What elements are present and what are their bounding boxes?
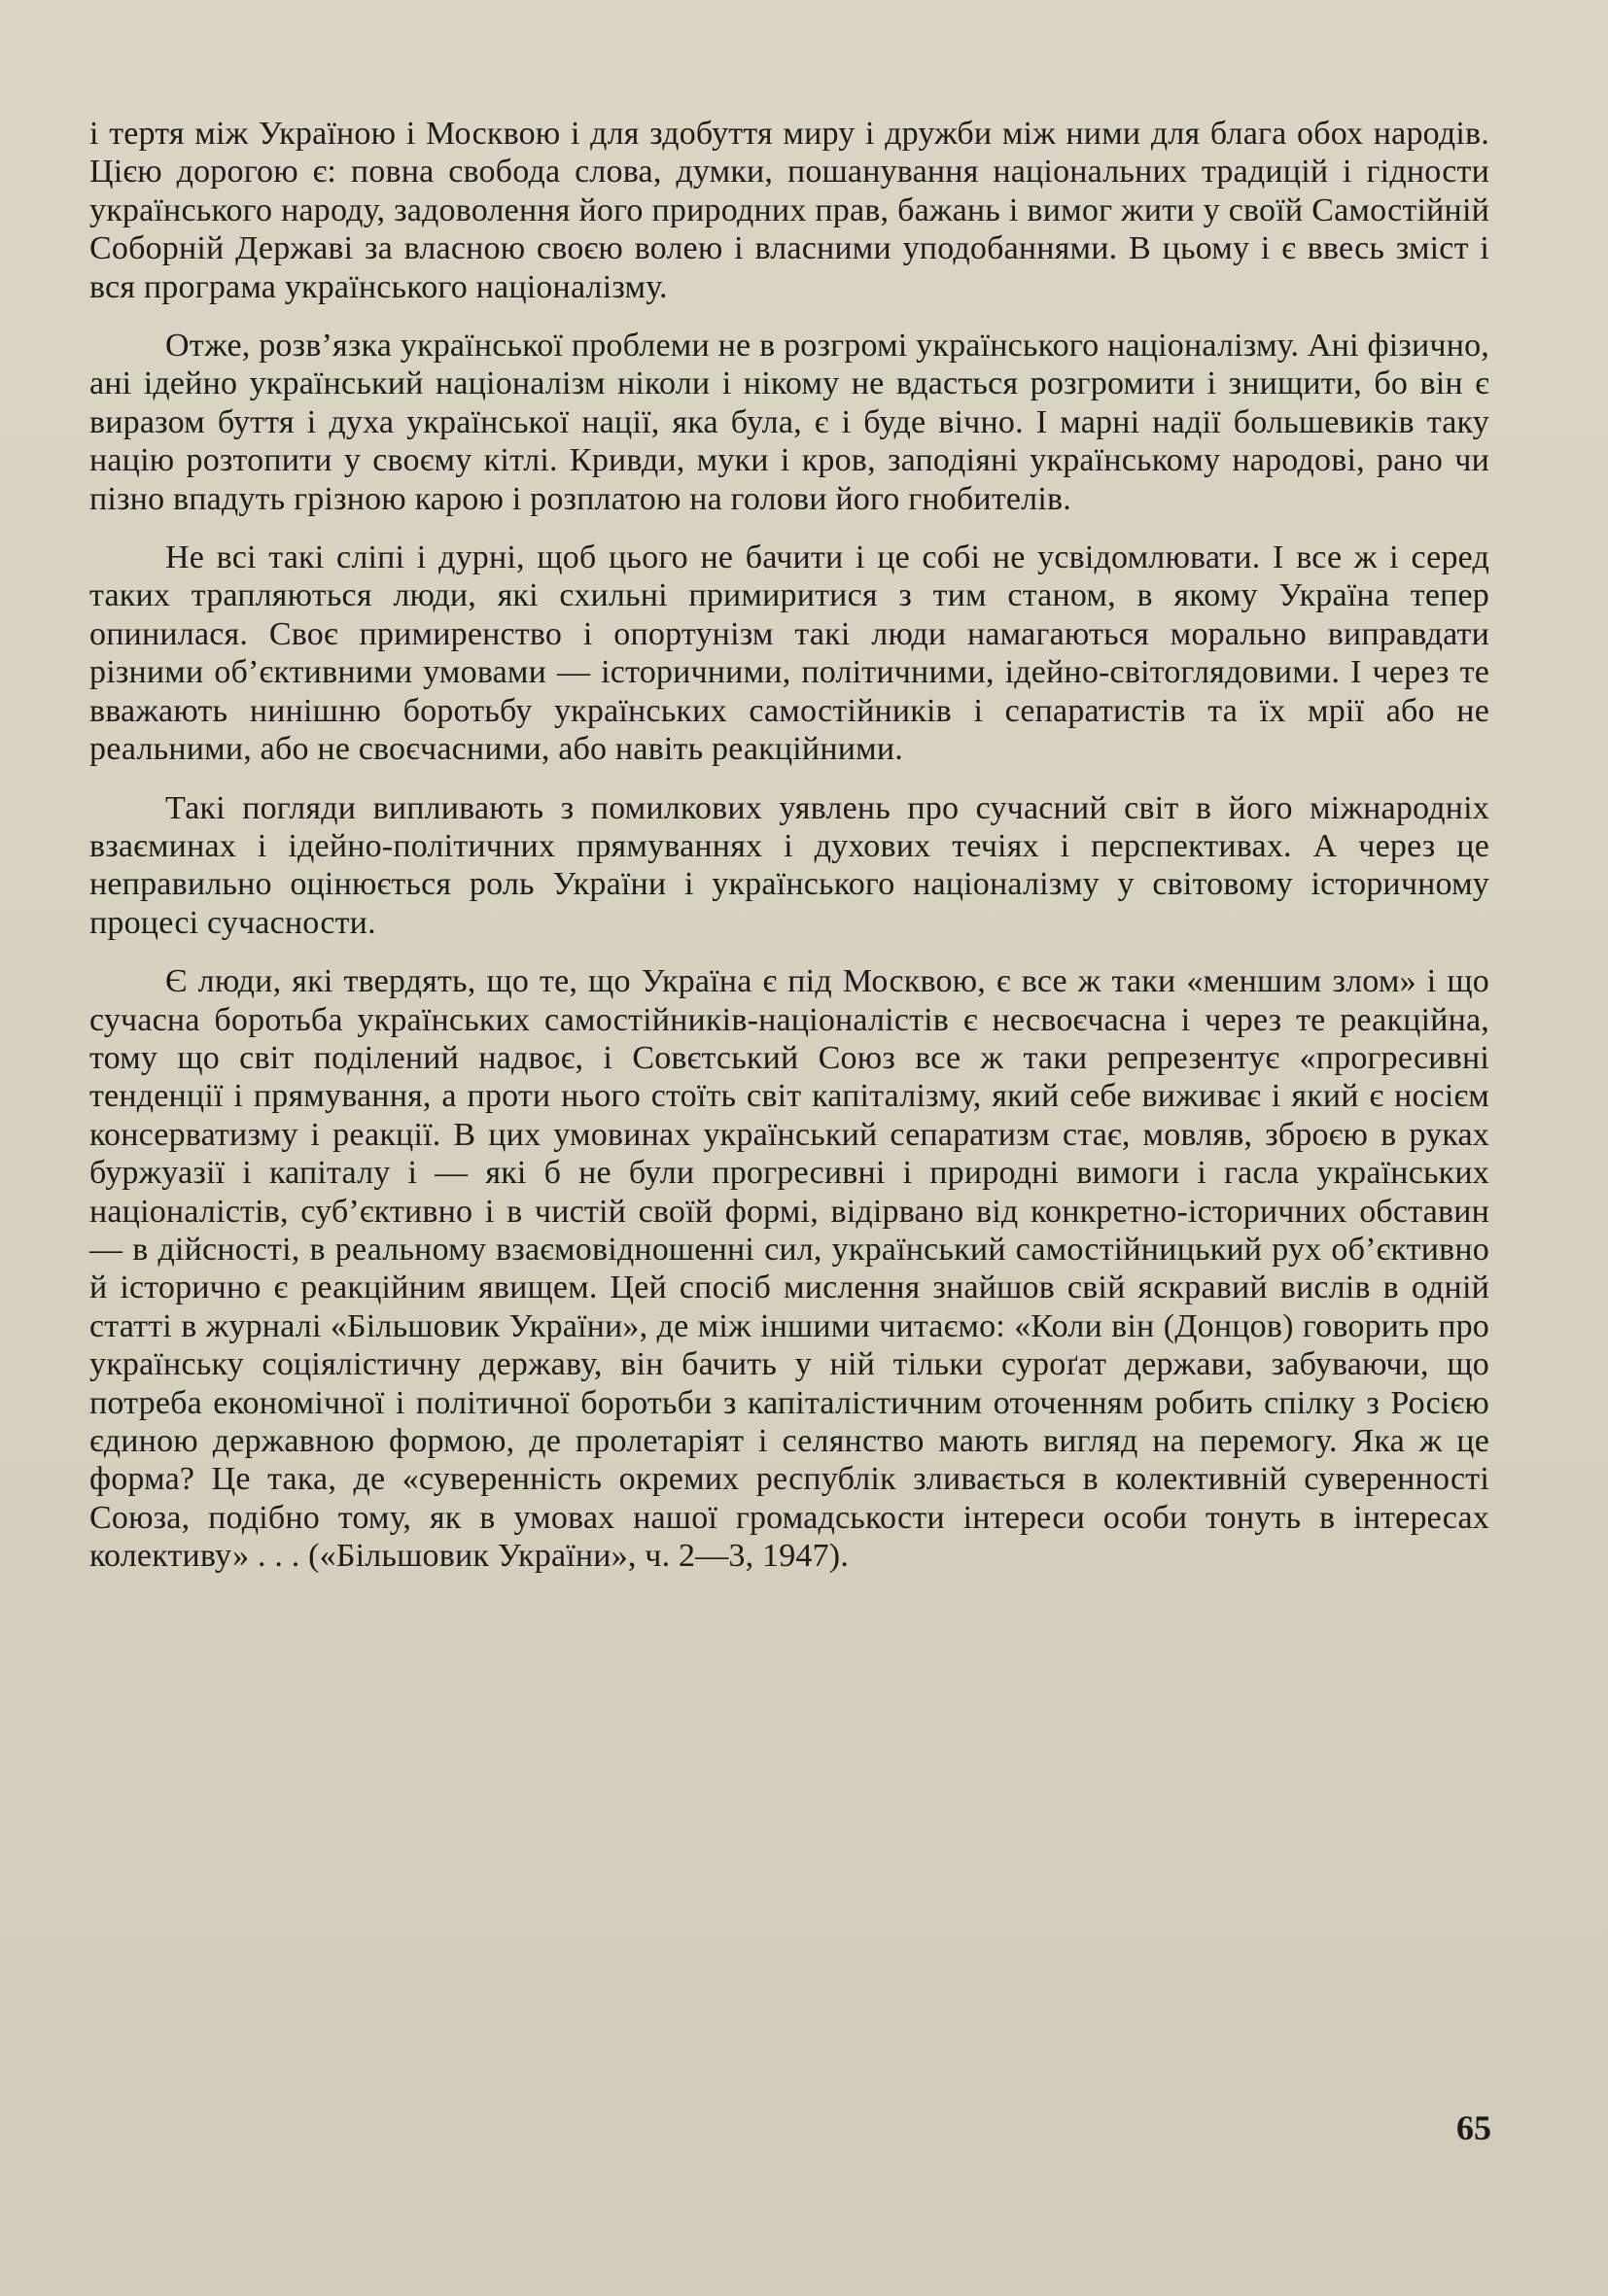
paragraph-continuation: і тертя між Україною і Москвою і для здобуття миру і дружби між ними для блага обох народів. Цією дорогою є: повна свобода слова, думки, пошанування національних традицій і гідности українського народу, задоволення його природних прав, бажань і вимог жити у своїй Самостійній Соборній Державі за власною своєю волею і власними уподобаннями. В цьому і є ввесь зміст і вся програма українського націоналізму. <box>89 116 1489 305</box>
paragraph-resolution: Отже, розв’язка української проблеми не в розгромі українського націоналізму. Ані фізично, ані ідейно український націоналізм ніколи і нікому не вдасться розгромити і знищити, бо він є виразом буття і духа української нації, яка була, є і буде вічно. І марні надії большевиків таку націю розтопити у своєму кітлі. Кривди, муки і кров, заподіяні українському народові, рано чи пізно впадуть грізною карою і розплатою на голови його гнобителів. <box>89 328 1489 517</box>
paragraph-lesser-evil: Є люди, які твердять, що те, що Україна є під Москвою, є все ж таки «меншим злом» і що сучасна боротьба українських самостійників-націоналістів є несвоєчасна і через те реакційна, тому що світ поділений надвоє, і Совєтський Союз все ж таки репрезентує «прогресивні тенденції і прямування, а проти нього стоїть світ капіталізму, який себе виживає і який є носієм консерватизму і реакції. В цих умовинах український сепаратизм стає, мовляв, зброєю в руках буржуазії і капіталу і — які б не були прогресивні і природні вимоги і гасла українських націоналістів, суб’єктивно і в чистій своїй формі, відірвано від конкретно-історичних обставин — в дійсності, в реальному взаємовідношенні сил, український самостійницький рух об’єктивно й історично є реакційним явищем. Цей спосіб мислення знайшов свій яскравий вислів в одній статті в журналі «Більшовик України», де між іншими читаємо: «Коли він (Донцов) говорить про українську соціялістичну державу, він бачить у ній тільки суроґат держави, забуваючи, що потреба економічної і політичної боротьби з капіталістичним оточенням робить спілку з Росією єдиною державною формою, де пролетаріят і селянство мають вигляд на перемогу. Яка ж це форма? Це така, де «суверенність окремих республік зливається в колективній суверенності Союза, подібно тому, як в умовах нашої громадськости інтереси особи тонуть в інтересах колективу» . . . («Більшовик України», ч. 2—3, 1947). <box>89 963 1489 1575</box>
paragraph-views: Такі погляди випливають з помилкових уявлень про сучасний світ в його міжнародніх взаєминах і ідейно-політичних прямуваннях і духових течіях і перспективах. А через це неправильно оцінюється роль України і українського націоналізму у світовому історичному процесі сучасности. <box>89 789 1489 941</box>
body-text <box>89 115 1489 1576</box>
page-number: 65 <box>1456 2108 1491 2147</box>
paragraph-opportunism: Не всі такі сліпі і дурні, щоб цього не бачити і це собі не усвідомлювати. І все ж і серед таких трапляються люди, які схильні примиритися з тим станом, в якому Україна тепер опинилася. Своє примиренство і опортунізм такі люди намагаються морально виправдати різними об’єктивними умовами — історичними, політичними, ідейно-світоглядовими. І через те вважають нинішню боротьбу українських самостійників і сепаратистів та їх мрії або не реальними, або не своєчасними, або навіть реакційними. <box>89 539 1489 768</box>
